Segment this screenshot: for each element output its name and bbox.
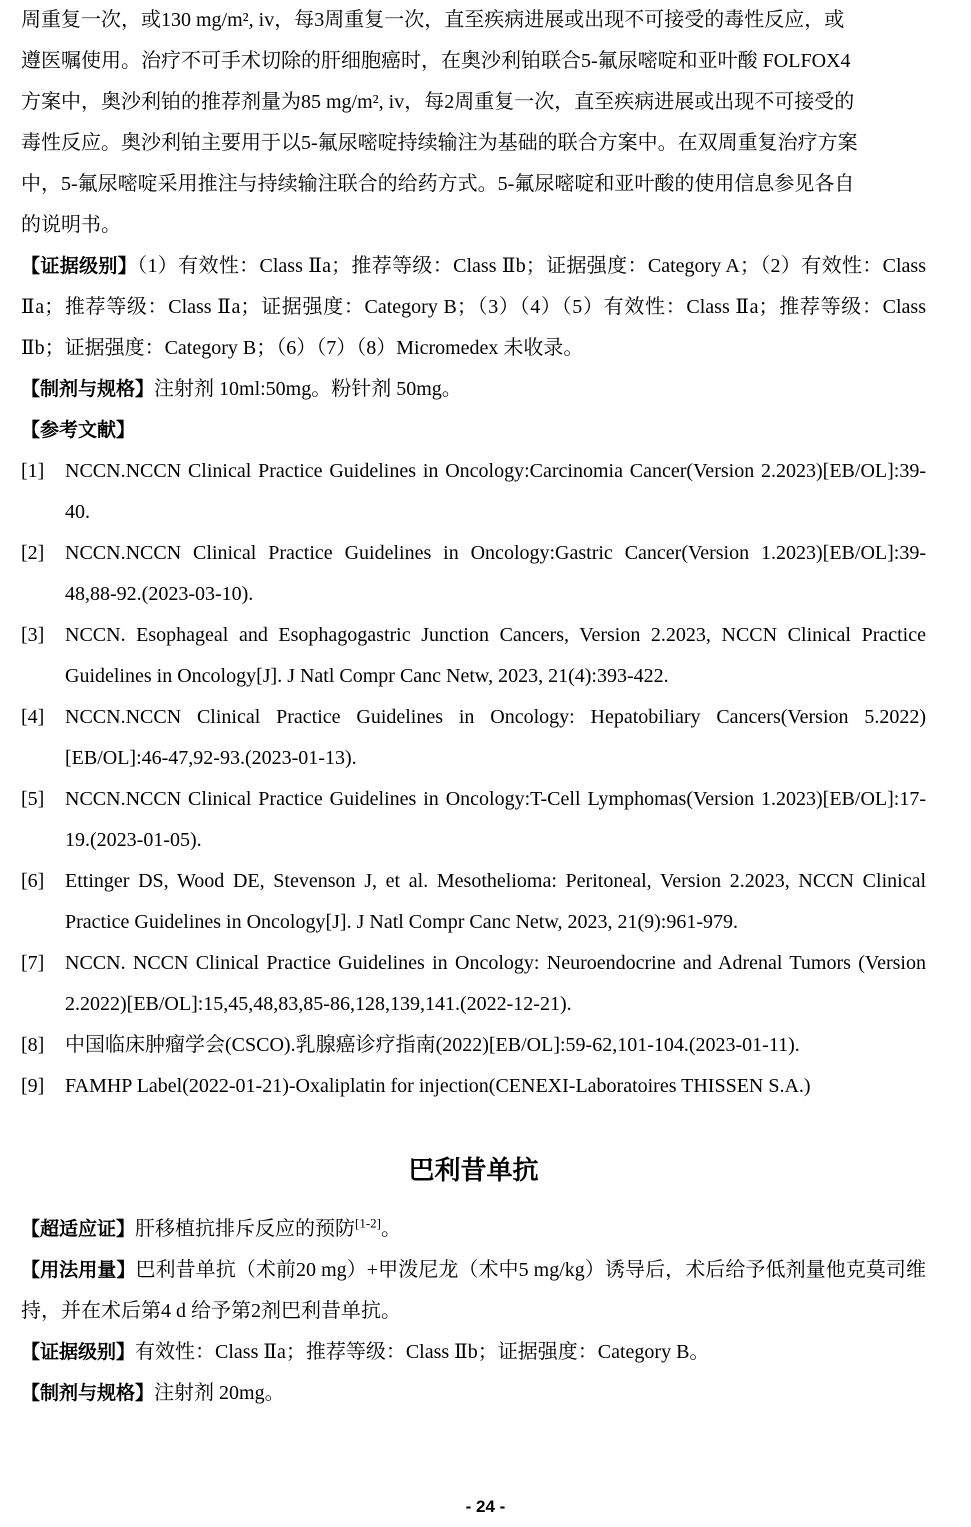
dosage-paragraph (21, 1250, 926, 1332)
evidence-level-paragraph-2 (21, 1332, 926, 1373)
intro-line-1: 周重复一次，或130 mg/m², iv，每3周重复一次，直至疾病进展或出现不可接受的毒性反应，或 (21, 9, 845, 31)
intro-line-3: 方案中，奥沙利铂的推荐剂量为85 mg/m², iv，每2周重复一次，直至疾病进展或出现不可接受的 (21, 91, 855, 113)
intro-line-4: 毒性反应。奥沙利铂主要用于以5-氟尿嘧啶持续输注为基础的联合方案中。在双周重复治疗方案 (21, 132, 858, 154)
indication-ref: [1-2] (355, 1215, 382, 1231)
evidence-level-label-2: 【证据级别】 (21, 1341, 136, 1363)
spec-label: 【制剂与规格】 (21, 378, 155, 400)
page-number: - 24 - (465, 1497, 506, 1516)
indication-paragraph: 【超适应证】肝移植抗排斥反应的预防[1-2]。 (21, 1215, 402, 1240)
intro-paragraph (21, 0, 926, 246)
reference-item: [6] Ettinger DS, Wood DE, Stevenson J, et al. Mesothelioma: Peritoneal, Version 2.2023, NCCN Clinical Practice Guidelines in Oncology[J]. J Natl Compr Canc Netw, 2023, 21(9):961-979. (21, 870, 926, 933)
indication-text: 肝移植抗排斥反应的预防 (135, 1218, 356, 1240)
drug-title: 巴利昔单抗 (408, 1156, 539, 1186)
intro-line-6: 的说明书。 (21, 214, 121, 236)
intro-line-5: 中，5-氟尿嘧啶采用推注与持续输注联合的给药方式。5-氟尿嘧啶和亚叶酸的使用信息参见各自 (21, 173, 855, 195)
indication-label: 【超适应证】 (21, 1218, 136, 1240)
dosage-text: 巴利昔单抗（术前20 mg）+甲泼尼龙（术中5 mg/kg）诱导后，术后给予低剂量他克莫司维持，并在术后第4 d 给予第2剂巴利昔单抗。 (21, 1259, 926, 1322)
reference-item: [9] FAMHP Label(2022-01-21)-Oxaliplatin for injection(CENEXI-Laboratoires THISSEN S.A.) (21, 1075, 811, 1097)
spec-paragraph (21, 369, 926, 410)
evidence-level-text: （1）有效性：Class Ⅱa；推荐等级：Class Ⅱb；证据强度：Category A；（2）有效性：Class Ⅱa；推荐等级：Class Ⅱa；证据强度：Category B；（3）（4）（5）有效性：Class Ⅱa；推荐等级：Class Ⅱb；证据强度：Category B；（6）（7）（8）Micromedex 未收录。 (21, 255, 926, 359)
reference-item: [8] 中国临床肿瘤学会(CSCO).乳腺癌诊疗指南(2022)[EB/OL]:59-62,101-104.(2023-01-11). (21, 1034, 800, 1056)
reference-item: [1] NCCN.NCCN Clinical Practice Guidelines in Oncology:Carcinomia Cancer(Version 2.2023)[EB/OL]:39-40. (21, 460, 926, 523)
reference-item: [4] NCCN.NCCN Clinical Practice Guidelines in Oncology: Hepatobiliary Cancers(Version 5.2022)[EB/OL]:46-47,92-93.(2023-01-13). (21, 706, 926, 769)
dosage-label: 【用法用量】 (21, 1259, 136, 1281)
document-page (21, 0, 926, 1414)
reference-item: [2] NCCN.NCCN Clinical Practice Guidelines in Oncology:Gastric Cancer(Version 1.2023)[EB/OL]:39-48,88-92.(2023-03-10). (21, 542, 926, 605)
spec-text-2: 注射剂 20mg。 (154, 1382, 285, 1404)
references-list (21, 451, 926, 1107)
references-heading: 【参考文献】 (21, 419, 136, 441)
reference-item: [5] NCCN.NCCN Clinical Practice Guidelines in Oncology:T-Cell Lymphomas(Version 1.2023)[EB/OL]:17-19.(2023-01-05). (21, 788, 926, 851)
intro-line-2: 遵医嘱使用。治疗不可手术切除的肝细胞癌时，在奥沙利铂联合5-氟尿嘧啶和亚叶酸 FOLFOX4 (21, 50, 851, 72)
spec-label-2: 【制剂与规格】 (21, 1382, 155, 1404)
evidence-level-label: 【证据级别】 (21, 255, 138, 277)
reference-item: [3] NCCN. Esophageal and Esophagogastric Junction Cancers, Version 2.2023, NCCN Clinical Practice Guidelines in Oncology[J]. J Natl Compr Canc Netw, 2023, 21(4):393-422. (21, 624, 926, 687)
spec-paragraph-2 (21, 1373, 926, 1414)
spec-text: 注射剂 10ml:50mg。粉针剂 50mg。 (154, 378, 462, 400)
reference-item: [7] NCCN. NCCN Clinical Practice Guidelines in Oncology: Neuroendocrine and Adrenal Tumors (Version 2.2022)[EB/OL]:15,45,48,83,85-86,128,139,141.(2022-12-21). (21, 952, 926, 1015)
evidence-level-text-2: 有效性：Class Ⅱa；推荐等级：Class Ⅱb；证据强度：Category B。 (135, 1341, 710, 1363)
evidence-level-paragraph (21, 246, 926, 369)
